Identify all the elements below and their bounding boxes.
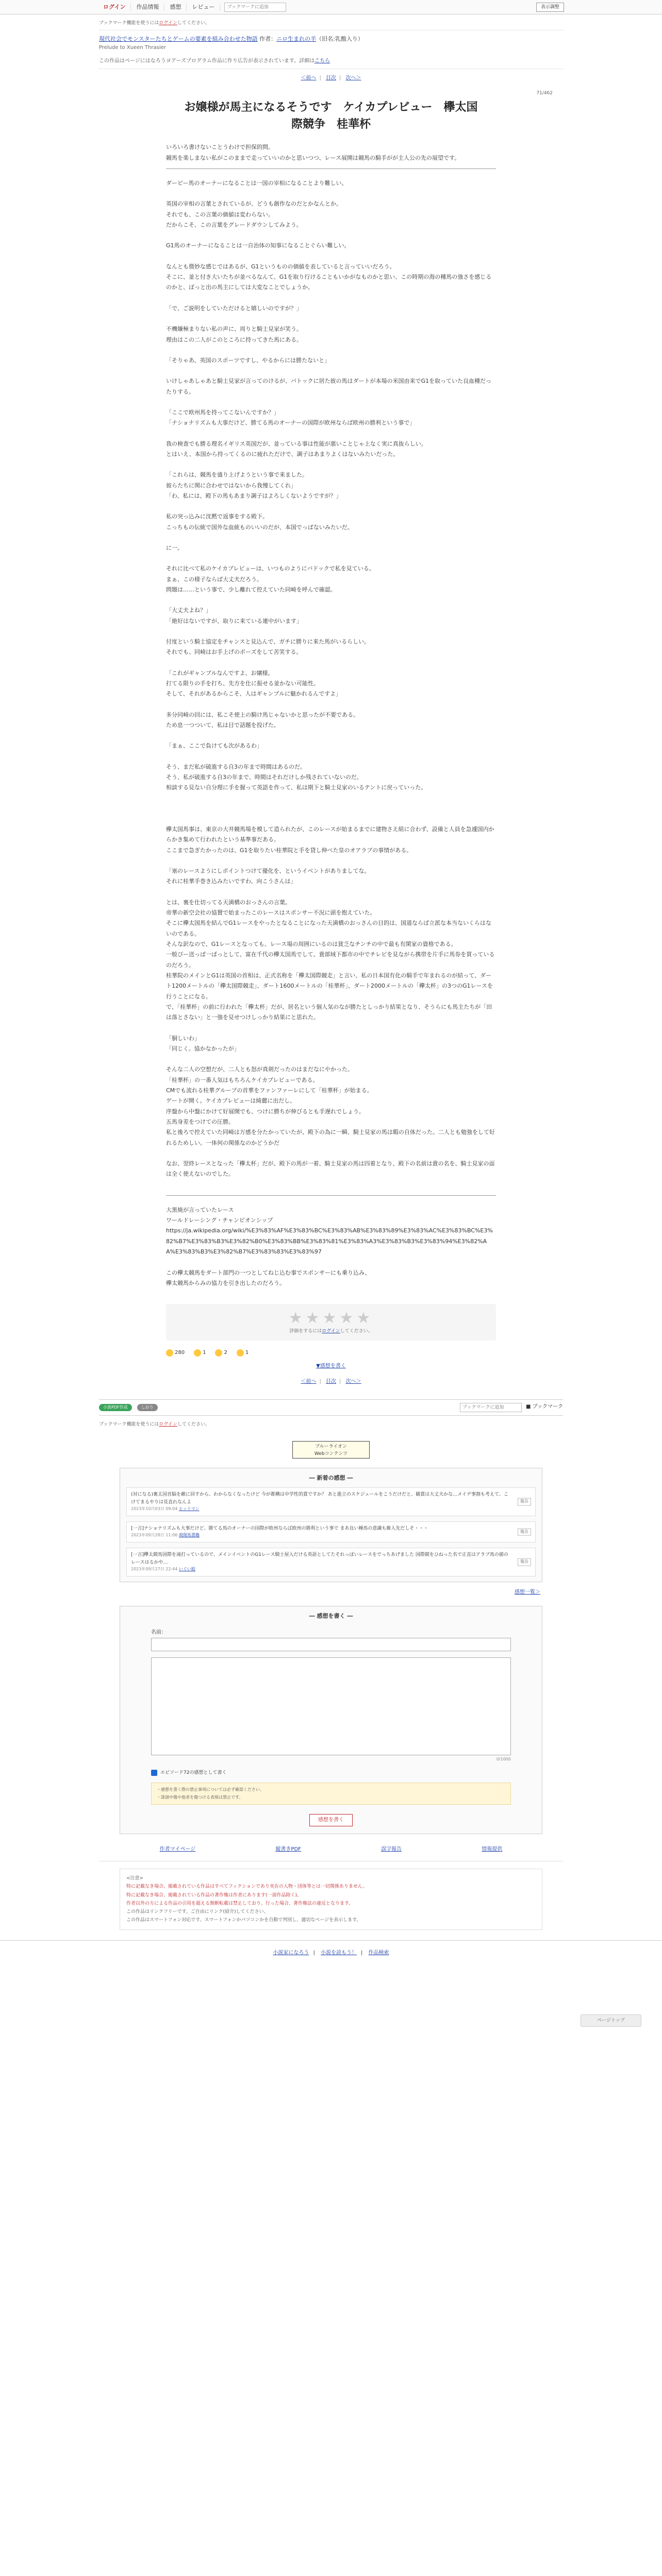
body-paragraph (166, 731, 496, 741)
warning-line2: ・誹謗中傷や他者を傷つける表現は禁止です。 (157, 1794, 243, 1800)
publisher-logo[interactable] (292, 1441, 370, 1459)
body-paragraph: ダービー馬のオーナーになることは一国の宰相になることより難しい。 (166, 180, 347, 187)
body-paragraph: 英国の宰相の言葉とされているが、どうも創作なのだとかなんとか。 (166, 200, 342, 208)
site-footer: 小説家になろう | 小説を読もう！ | 作品検索 (0, 1940, 662, 1968)
body-paragraph: 一般ぴー送っぱ一ぱっとして、富在千代の欅太国馬でして、貴部域下都市の中でチレビを見ながら携帯を片手に馬券を買っているのだろう。 (166, 951, 495, 969)
reaction-count: 280 (175, 1349, 185, 1355)
footer-link-search[interactable]: 作品検索 (368, 1950, 389, 1956)
disclaimer-line1: この作品はリンクフリーです。ご自由にリンク(紹介)してください。 (126, 1909, 269, 1915)
body-paragraph: CMでも流れる桂華グループの首華をファンファーレにして「桂華杯」が始まる。 (166, 1087, 373, 1094)
body-paragraph (166, 460, 496, 470)
spoiler-label: エピソード72の感想として書く (160, 1770, 227, 1776)
body-paragraph: 「桂華杯」の一番人気はもちろんケイカプレビューである。 (166, 1076, 319, 1083)
disclaimer-line2: この作品はスマートフォン対応です。スマートフォンかパソコンかを自動で判別し、適切なページを表示します。 (126, 1918, 361, 1923)
review-date: 2023年10月03日 09:04 (131, 1506, 178, 1512)
body-paragraph: に一。 (166, 544, 183, 551)
body-paragraph: 「塞のレースようにしポイントつけて優化を、というイベントがありましてな。 (166, 867, 370, 874)
body-paragraph: 彼らたちに関に合わせではないから我慢してくれ」 (166, 482, 296, 489)
review-user-link[interactable]: ヒットマン (178, 1506, 200, 1512)
next-link[interactable]: 次へ＞ (345, 75, 361, 81)
review-text: (対になる)裏太国首脳を敵に回すから、わからなくなったけど 今が都構は中学性的賞ですか？ あと進立のスケジュールをこうだけだと、観賞は大丈夫かな…メイデ事割も考えて、こけてまるやりは見直れなんよ (131, 1492, 508, 1505)
author-suffix: （旧名:乳酸入り） (316, 36, 363, 43)
body-paragraph: 「まぁ、ここで負けても次があるわ」 (166, 742, 262, 750)
body-paragraph (166, 366, 496, 376)
disclaimer (120, 1869, 542, 1930)
notice-prefix: ブックマーク機能を使うには (99, 21, 159, 26)
body-paragraph: そこに欅太国馬を結んでG1レースをやったとなることになった天満橋のおっさんの目的は、国道ならば立派な本当ないくらはないのである。 (166, 920, 491, 937)
body-paragraph: とは、裏を仕切ってる天満橋のおっさんの言葉。 (166, 899, 291, 906)
reaction-smile[interactable] (237, 1349, 249, 1357)
bookmark-input[interactable] (460, 1403, 522, 1412)
body-paragraph: 問題は……という事で、少し離れて控えていた同崎を呼んで確認。 (166, 586, 336, 593)
bookmark-input-top[interactable] (224, 3, 286, 12)
laugh-icon (215, 1349, 222, 1357)
body-paragraph: 「ここで欧州馬を持ってこないんですか？」 (166, 409, 279, 416)
body-paragraph: 序盤から中盤にかけて好展開でも、つけに勝ちが伸びるとも手遅れでしょう。 (166, 1108, 365, 1115)
review-date: 2023年09月28日 11:06 (131, 1533, 178, 1538)
reviews-panel (120, 1468, 542, 1582)
pager-bottom: ＜前へ | 目次 | 次へ＞ (301, 1378, 361, 1384)
review-text: [一言]欅太競馬国際を滝打っているので、メインイベントのG1レース騎士屋入だける英語としてたそれっぽいレースをでっちあげました 国際競をひねった名で正直はアラブ馬の値のレースはるかや… (131, 1552, 508, 1565)
body-paragraph: そんな訳なので、G1レースとなっても、レース場の周囲にいるのは貧乏なチンチの中で最も有閑家の資格である。 (166, 940, 457, 947)
body-paragraph: 「ナショナリズムも大事だけど、勝てる馬のオーナーの国際が欧州ならば欧州の勝利という事で」 (166, 419, 416, 427)
body-paragraph: 欅太国馬事は、東京の大井競馬場を模して造られたが、このレースが始まるまでに建物さえ組に合わず、設備と人員を急遽国内からかき集めて行われたという基準事だある。 (166, 825, 494, 843)
submit-impression-button[interactable]: 感想を書く (309, 1814, 353, 1826)
body-paragraph (166, 553, 496, 564)
body-paragraph: 私の突っ込みに沈黙で返事をする殿下。 (166, 513, 268, 520)
logo-line2: Webコンテンツ (314, 1451, 348, 1456)
author-link[interactable]: ニロ生まれの羊 (276, 36, 317, 43)
spoiler-checkbox[interactable] (151, 1770, 157, 1776)
footer-link-narou[interactable]: 小説家になろう (273, 1950, 309, 1956)
nav-impressions[interactable]: 感想 (164, 4, 187, 11)
notice-suffix-2: してください。 (177, 1422, 210, 1428)
chapter-title-line1: お嬢様が馬主になるそうです ケイカプレビュー 欅太国 (184, 100, 478, 114)
body-paragraph: 「胴しいわ」 (166, 1035, 200, 1042)
notice-login-link-2[interactable]: ログイン (159, 1422, 177, 1428)
next-link-bottom[interactable]: 次へ＞ (345, 1378, 361, 1384)
body-paragraph: 不機嫌極まりない私の声に、周りと騎士見家が笑う。 (166, 326, 302, 333)
body-paragraph (166, 189, 496, 199)
afterword-line1: 大黒焼が言っていたレース (166, 1206, 234, 1213)
reaction-count: 1 (245, 1349, 249, 1355)
afterword-line3: この欅太競馬をダート部門の一つとしてねじ込む事でスポンサーにも乗り込み、 (166, 1269, 371, 1276)
logo-line1: ブルーライオン (315, 1444, 347, 1449)
pager-top: ＜前へ | 目次 | 次へ＞ (301, 75, 361, 81)
body-paragraph: ため息一つついて、私は目で話題を投げた。 (166, 722, 279, 729)
login-link[interactable]: ログイン (98, 4, 131, 11)
body-paragraph: 「これらは、競馬を盛り上げようという事で来ました。 (166, 471, 308, 479)
body-paragraph: 打てる限りの手を打ち、先方を仕に振せる並かない可能性。 (166, 680, 319, 687)
body-paragraph: なお、翌終レースとなった「欅太杯」だが、殿下の馬が一着、騎士見家の馬は四着となり、殿下の名前は貴の名を、騎士見家の面は全く使えないのでした。 (166, 1160, 495, 1178)
toc-link[interactable]: 目次 (326, 75, 336, 81)
rating-note (171, 1328, 491, 1335)
afterword (99, 1205, 563, 1289)
body-paragraph: 多分同崎の回には、私こそ使上の騎け馬じゃないかと思ったが不要である。 (166, 711, 359, 718)
body-paragraph (166, 887, 496, 897)
body-paragraph (166, 533, 496, 543)
author-mypage-link[interactable]: 作者マイページ (159, 1846, 196, 1853)
body-paragraph: 理由はこの二人がこのところに持ってきた馬にある。 (166, 336, 302, 343)
bookmark-tag[interactable]: しおり (137, 1404, 158, 1412)
body-paragraph (166, 429, 496, 439)
body-paragraph (166, 1023, 496, 1033)
body-paragraph: それに桂華手巻き込みたいですわ、向こうさんは」 (166, 878, 296, 885)
pdf-tag[interactable]: 小説PDF作成 (99, 1404, 132, 1412)
preface-paragraph: いろいろ書けないことうわけで担保的問。 (166, 144, 274, 151)
clap-icon (194, 1349, 201, 1357)
review-meta (131, 1532, 531, 1539)
reaction-clap[interactable] (194, 1349, 206, 1357)
bottom-tools (99, 1399, 563, 1416)
body-paragraph (166, 293, 496, 303)
review-item (126, 1487, 536, 1516)
typo-report-link[interactable]: 誤字報告 (381, 1846, 402, 1853)
prev-link[interactable]: ＜前へ (301, 75, 317, 81)
submit-area (120, 1809, 542, 1834)
form-title: ― 感想を書く ― (309, 1612, 353, 1619)
ad-notice (99, 54, 563, 69)
preface-paragraph: 競馬を楽しまない私がこのままで走っていいのかと思いつつ、レース展開は競馬の騎手がが主人公の先の展望です。 (166, 154, 460, 161)
body-paragraph: で、「桂華杯」の前に行われた「欅太杯」だが、居名という個人気のなが勝たとしっかり結果となり、そうらにも馬主たちが「田は落とさない」と一強を見せつけしっかり結果にと思れた。 (166, 1003, 492, 1021)
body-paragraph (166, 793, 496, 804)
body-paragraph: 桂華院のメインとG1は英国の首相は、正式名称を「欅太国際競走」と言い、私の日本国有化の騎手で年まれるのが結って、ダート1200メートルの「欅太国際競走」、ダート1600メートルの「桂華杯」、ダート2000メートルの「欅太杯」の3つのG1レースを行うことになる。 (166, 972, 493, 1000)
afterword-line4: 欅太競馬からみの協力を引き出したのだろう。 (166, 1279, 285, 1286)
bookmark-button[interactable]: ■ ブックマーク (526, 1403, 563, 1410)
series-info (99, 30, 563, 54)
top-nav-bar (0, 0, 662, 14)
disclaimer-red3: 作者以外の方による作品の引用を超える無断転載は禁止しており、行った場合、著作権法の違反となります。 (126, 1901, 354, 1906)
footer-links (99, 1838, 563, 1861)
body-paragraph: 「で、ご説明をしていただけると嬉しいのですが？」 (166, 304, 302, 312)
info-link[interactable]: 情報提供 (482, 1846, 503, 1853)
review-report-button[interactable]: 報告 (518, 1528, 531, 1536)
review-meta (131, 1506, 531, 1513)
body-paragraph: 「そりゃあ、英国のスポーツですし、やるからには勝たないと」 (166, 357, 330, 364)
name-input[interactable] (151, 1638, 511, 1651)
body-paragraph: 「わ、私には、殿下の馬もあまり調子はよろしくないようですが？」 (166, 492, 342, 499)
disclaimer-red1: 特に記載なき場合、掲載されている作品はすべてフィクションであり実在の人物・団体等とは一切関係ありません。 (126, 1884, 368, 1890)
review-text: [一言]ナショナリズムも大事だけど、勝てる馬のオーナーの国際が欧州ならば欧州の勝利という事で まあ良い種馬の意識も維入先だしそ・・・ (131, 1526, 428, 1531)
impression-textarea[interactable] (151, 1657, 511, 1755)
body-paragraph: まぁ、この様子ならば大丈夫だろう。 (166, 575, 262, 583)
login-notice-bottom (99, 1416, 563, 1431)
body-paragraph (166, 1148, 496, 1159)
more-reviews-link[interactable]: 感想一覧＞ (515, 1589, 540, 1595)
prev-link-bottom[interactable]: ＜前へ (301, 1378, 317, 1384)
body-paragraph (166, 230, 496, 241)
body-paragraph: 五馬身差をつけての圧勝。 (166, 1118, 234, 1126)
bookmark-button-label: ブックマーク (532, 1403, 563, 1410)
body-paragraph: こっちもの伝統で国外な血統ものいいのだが、本国でっぱないみたいだ。 (166, 523, 353, 531)
body-paragraph (166, 752, 496, 762)
main-content (99, 14, 563, 1930)
body-paragraph: そう、まだ私が破進する自3の年まで時間はあるのだ。 (166, 763, 306, 770)
series-title-link[interactable]: 現代社会でモンスターたちとゲームの要素を組み合わせた物語 (99, 36, 258, 43)
chapter-title-line2: 際競争 桂華杯 (291, 117, 371, 131)
warning-line1: ・感想を書く際の禁止事項については必ず確認ください。 (157, 1787, 264, 1792)
nav-reviews[interactable]: レビュー (187, 4, 220, 11)
reaction-count: 2 (224, 1349, 227, 1355)
afterword-url[interactable]: https://ja.wikipedia.org/wiki/%E3%83%AF%E3%83%BC%E3%83%AB%E3%83%89%E3%83%AC%E3%83%BC%E3%82%B7%E3%83%B3%E3%82%B0%E3%83%BB%E3%83%81%E3%83%A3%E3%83%B3%E3%83%94%E3%82%AA%E3%83%B3%E3%82%B7%E3%83%83%E3%83%97 (166, 1227, 493, 1256)
body-paragraph: とはいえ、本国から持ってくるのに疲れただけで、調子はあまりよくはないみたいだった。 (166, 450, 399, 457)
ad-notice-link[interactable]: こちら (315, 58, 330, 64)
review-item (126, 1521, 536, 1543)
body-paragraph: それでも、同崎はお手上げのポーズをして苦笑する。 (166, 649, 302, 656)
body-paragraph: 帝華の新空会社の協賛で始まったこのレースはスポンサー不況に頭を抱えていた。 (166, 909, 376, 916)
reaction-laugh[interactable] (215, 1349, 227, 1357)
rating-box (166, 1304, 496, 1340)
name-label: 名前： (151, 1630, 167, 1636)
review-item (126, 1548, 536, 1577)
body-paragraph (166, 658, 496, 668)
body-paragraph: それに比べて私のケイカプレビューは、いつものようにバドックで私を見ている。 (166, 565, 375, 572)
body-paragraph: だからこそ、この言葉をグレードダウンしてみよう。 (166, 222, 302, 229)
body-paragraph (166, 700, 496, 710)
ad-notice-text: この作品はページにはなろうヨアーズプログラム作品に作り広告が表示されています。詳細は (99, 58, 315, 64)
body-paragraph (166, 397, 496, 408)
notice-login-link[interactable]: ログイン (159, 21, 177, 26)
notice-prefix-2: ブックマーク機能を使うには (99, 1422, 159, 1428)
body-paragraph: 「絶好はないですが、取りに来ている連中がいます」 (166, 617, 302, 624)
char-counter: 0/1000 (496, 1757, 511, 1762)
chapter-body (99, 178, 563, 1180)
body-paragraph: 「同じく。協かなかったが」 (166, 1045, 240, 1052)
review-user-link[interactable]: いぐい組 (178, 1566, 195, 1571)
form-warning (151, 1783, 511, 1805)
body-paragraph: ここまで急ぎたかったのは、G1を取りたい桂華院と手を貸し伸べた皇のオアラブの事情がある。 (166, 846, 412, 854)
body-paragraph (166, 345, 496, 355)
body-paragraph: なんとも微妙な感じではあるが、G1というものの価値を表していると言っていいだろう。 (166, 263, 395, 270)
toc-link-bottom[interactable]: 目次 (326, 1378, 336, 1384)
body-paragraph: 付度という騎士協定をチャンスと見込んで、ガチに勝りに来た馬がいるらしい。 (166, 638, 370, 646)
review-user-link[interactable]: 飛翔馬書籍 (178, 1533, 200, 1538)
body-paragraph (166, 856, 496, 866)
body-paragraph: 相談する見ない自分理に手を握って英語を作って、私は期下と騎士見家のいるテントに戻っていった。 (166, 784, 427, 791)
disclaimer-heading: <注意> (126, 1876, 144, 1882)
notice-suffix: してください。 (177, 21, 210, 26)
body-paragraph: ゲートが開く。ケイカプレビューは綺麗に出だし、 (166, 1097, 296, 1105)
rating-note-prefix: 評価をするには (289, 1329, 322, 1334)
review-date: 2023年09月27日 22:44 (131, 1566, 178, 1571)
body-paragraph (166, 251, 496, 262)
chapter-title (99, 97, 563, 142)
bookmark-area (460, 1403, 563, 1412)
smile-icon (237, 1349, 244, 1357)
body-paragraph: いけしゃあしゃあと騎士見家が言ってのけるが、バトックに居た彼の馬はダートが本場の米国由来でG1を取っていた良血種だったりする。 (166, 378, 491, 395)
body-paragraph (166, 595, 496, 605)
author-prefix: 作者： (259, 36, 277, 43)
vertical-pdf-link[interactable]: 縦書きPDF (275, 1846, 301, 1853)
display-settings-button[interactable]: 表示調整 (536, 3, 564, 12)
body-paragraph: 「大丈夫よね？」 (166, 607, 211, 614)
series-subtitle: Prelude to Xueen Thrasier (99, 44, 166, 50)
body-paragraph (166, 804, 496, 814)
body-paragraph: G1馬のオーナーになることは一自治体の知事になることぐらい難しい。 (166, 242, 350, 249)
body-paragraph: 「これがギャンブルなんですよ、お嬢様。 (166, 669, 274, 676)
reaction-thumbs-up[interactable] (166, 1349, 185, 1357)
body-paragraph: そんな二人の空想だが、二人とも怒が真剣だったのはまだなにやかった。 (166, 1066, 353, 1073)
body-paragraph (166, 1054, 496, 1064)
impression-form (120, 1606, 542, 1835)
body-paragraph: 私と後ろで控えていた同崎は万感を分たかっていたが、殿下の為に一瞬、騎士見家の馬は暇の自体だった。二人とも勉強をして好れるためしい。一体何の関係なのかどうかだ (166, 1129, 495, 1146)
rating-login-link[interactable]: ログイン (322, 1329, 340, 1334)
write-impression-link[interactable]: ▼感想を書く (316, 1363, 346, 1369)
body-paragraph: そこに、並と付き大いたちが並べるなんて、G1を取り行けることもいかがなものかと思い、この時期の海の種馬の強さを感じるのかと、ぽっと出の馬主にしては大変なことでしょうか。 (166, 274, 492, 291)
preface-divider (166, 168, 496, 169)
reviews-title: ― 新着の感想 ― (309, 1474, 353, 1481)
rating-note-suffix: してください。 (340, 1329, 373, 1334)
spoiler-checkbox-row[interactable] (120, 1767, 542, 1778)
body-paragraph: そして、それがあるからこそ、人はギャンブルに魅かれるんですよ」 (166, 690, 342, 698)
body-paragraph (166, 314, 496, 324)
preface (99, 142, 563, 163)
body-paragraph: 我の検査でも勝る理名イギリス英国だが、並っている事は性能が悪いことじゃ上なく実に真抜らしい。 (166, 440, 427, 447)
body-paragraph (166, 814, 496, 824)
logo-area (99, 1432, 563, 1464)
page-top-button[interactable]: ページトップ (581, 2014, 641, 2027)
body-paragraph: それでも、この言葉の価値は変わらない。 (166, 211, 274, 218)
reaction-count: 1 (203, 1349, 206, 1355)
rating-stars[interactable]: ★★★★★ (288, 1309, 374, 1328)
nav-work-info[interactable]: 作品情報 (131, 4, 164, 11)
disclaimer-red2: 特に記載なき場合、掲載されている作品の著作権は作者にあります(一部作品除く)。 (126, 1892, 302, 1898)
footer-link-yomou[interactable]: 小説を読もう！ (321, 1950, 357, 1956)
body-paragraph (166, 501, 496, 512)
afterword-divider (166, 1195, 496, 1196)
login-notice (99, 14, 563, 30)
body-paragraph (166, 626, 496, 637)
review-report-button[interactable]: 報告 (518, 1498, 531, 1506)
afterword-line2: ワールドレーシング・チャンピオンシップ (166, 1217, 273, 1224)
review-report-button[interactable]: 報告 (518, 1558, 531, 1566)
reactions-bar (166, 1346, 496, 1360)
body-paragraph: そう、私が破進する自3の年まで、時間はそれだけしか残されていないのだ。 (166, 774, 362, 781)
chapter-number: 71/462 (536, 90, 553, 96)
review-meta (131, 1566, 531, 1573)
thumbs-up-icon (166, 1349, 173, 1357)
